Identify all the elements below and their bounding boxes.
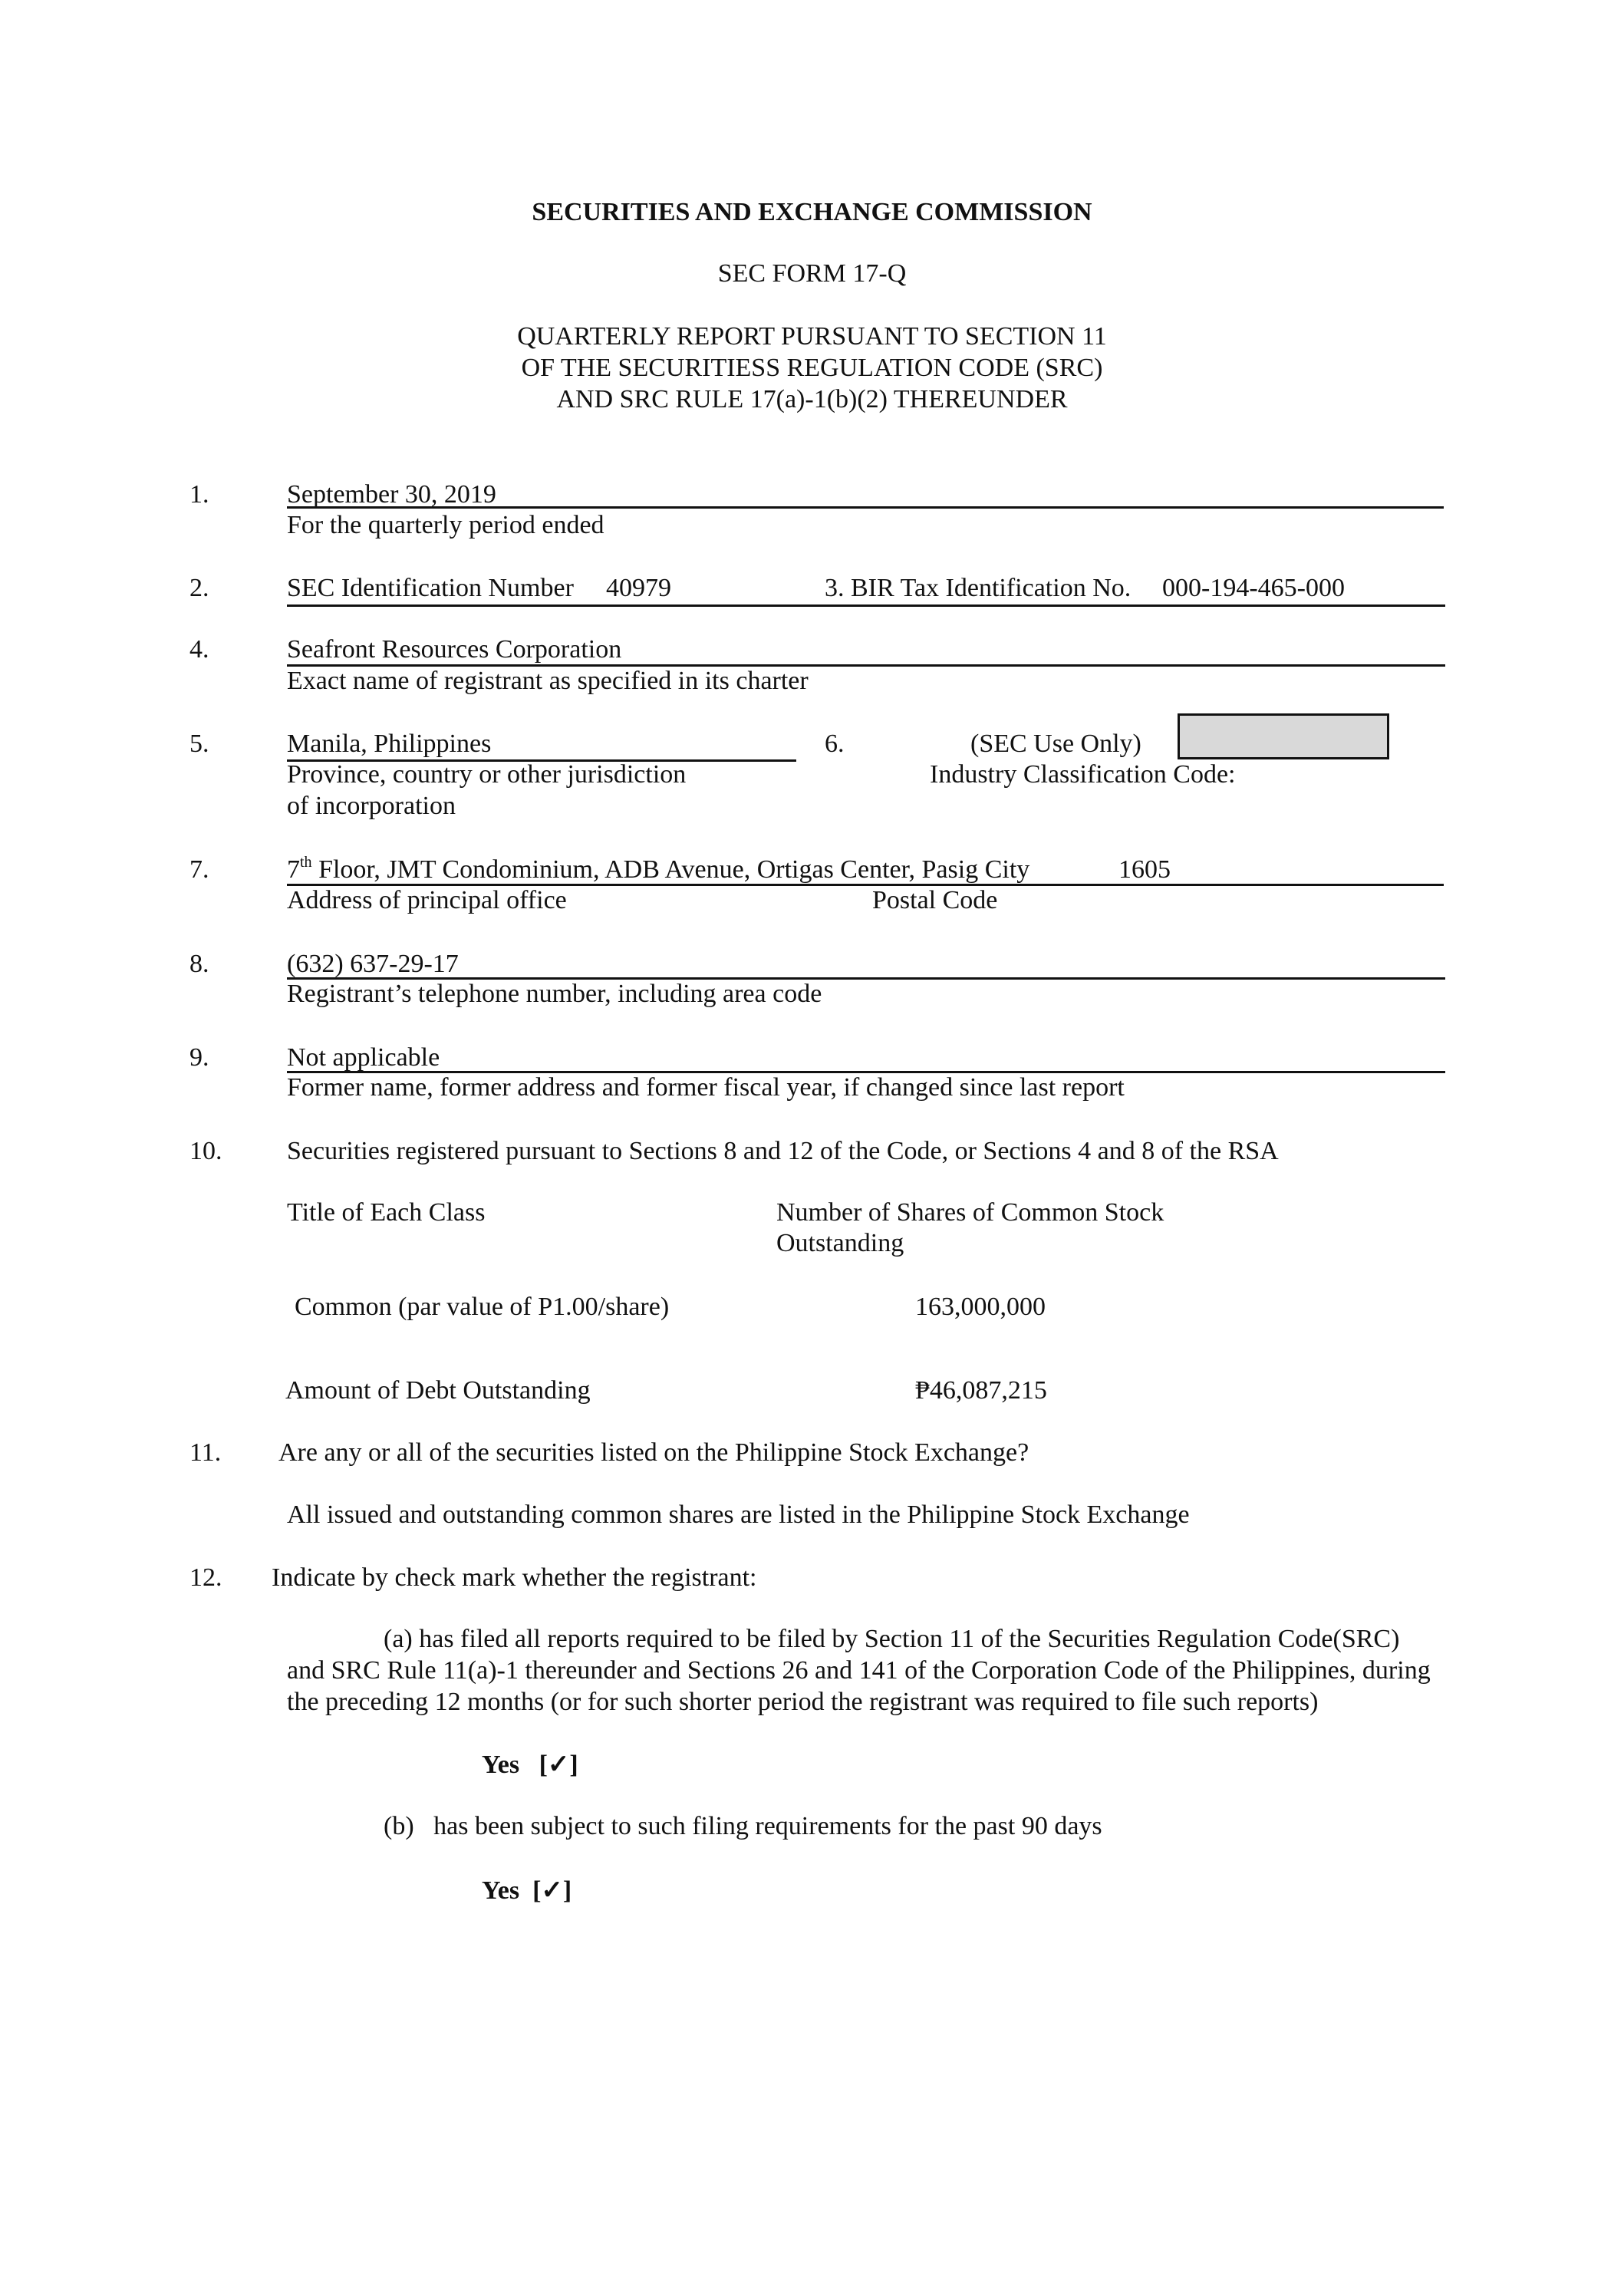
commission-title: SECURITIES AND EXCHANGE COMMISSION bbox=[532, 198, 1092, 226]
floor-number: 7 bbox=[287, 855, 300, 884]
item-11-number: 11. bbox=[189, 1438, 222, 1467]
shares-outstanding-header-line-1: Number of Shares of Common Stock bbox=[776, 1198, 1164, 1227]
sec-use-only-box bbox=[1178, 713, 1389, 759]
bir-tin-label: 3. BIR Tax Identification No. bbox=[825, 574, 1132, 602]
sec-id-value: 40979 bbox=[606, 574, 671, 602]
item-8-number: 8. bbox=[189, 950, 209, 978]
item-7-number: 7. bbox=[189, 855, 209, 884]
postal-code-value: 1605 bbox=[1118, 855, 1171, 884]
item-10-number: 10. bbox=[189, 1137, 222, 1165]
quarter-end-label: For the quarterly period ended bbox=[287, 511, 604, 539]
postal-code-label: Postal Code bbox=[872, 886, 998, 914]
floor-ordinal: th bbox=[300, 854, 312, 871]
quarter-end-underline bbox=[287, 506, 1444, 509]
clause-a-line-2: and SRC Rule 11(a)-1 thereunder and Sections 26 and 141 of the Corporation Code of the Philippines, during bbox=[287, 1656, 1431, 1685]
item-4-number: 4. bbox=[189, 635, 209, 664]
common-stock-label: Common (par value of P1.00/share) bbox=[295, 1293, 670, 1321]
jurisdiction-label-line-1: Province, country or other jurisdiction bbox=[287, 760, 687, 789]
report-title-line-1: QUARTERLY REPORT PURSUANT TO SECTION 11 bbox=[517, 322, 1107, 351]
registrant-name-value: Seafront Resources Corporation bbox=[287, 635, 622, 664]
telephone-label: Registrant’s telephone number, including area code bbox=[287, 980, 822, 1008]
debt-outstanding-value: ₱46,087,215 bbox=[915, 1376, 1047, 1405]
address-value bbox=[287, 854, 1030, 884]
pse-listing-answer: All issued and outstanding common shares are listed in the Philippine Stock Exchange bbox=[287, 1500, 1190, 1529]
industry-code-label: Industry Classification Code: bbox=[930, 760, 1236, 789]
shares-outstanding-header-line-2: Outstanding bbox=[776, 1229, 904, 1257]
item-2-number: 2. bbox=[189, 574, 209, 602]
clause-a-line-3: the preceding 12 months (or for such shorter period the registrant was required to file such reports) bbox=[287, 1688, 1319, 1716]
clause-b-text: (b) has been subject to such filing requirements for the past 90 days bbox=[384, 1812, 1102, 1840]
debt-outstanding-label: Amount of Debt Outstanding bbox=[285, 1376, 591, 1405]
pse-listing-question: Are any or all of the securities listed on the Philippine Stock Exchange? bbox=[278, 1438, 1029, 1467]
former-name-value: Not applicable bbox=[287, 1043, 440, 1072]
check-mark-instruction: Indicate by check mark whether the registrant: bbox=[272, 1563, 757, 1592]
registrant-name-label: Exact name of registrant as specified in its charter bbox=[287, 667, 809, 695]
sec-id-label: SEC Identification Number bbox=[287, 574, 574, 602]
securities-registered-text: Securities registered pursuant to Sections 8 and 12 of the Code, or Sections 4 and 8 of the RSA bbox=[287, 1137, 1279, 1165]
item-9-number: 9. bbox=[189, 1043, 209, 1072]
telephone-value: (632) 637-29-17 bbox=[287, 950, 459, 978]
clause-b-yes-checkbox: Yes [✓] bbox=[482, 1876, 572, 1905]
form-title: SEC FORM 17-Q bbox=[717, 259, 907, 288]
title-of-class-header: Title of Each Class bbox=[287, 1198, 486, 1227]
address-text: Floor, JMT Condominium, ADB Avenue, Ortigas Center, Pasig City bbox=[318, 855, 1030, 884]
jurisdiction-label-line-2: of incorporation bbox=[287, 792, 456, 820]
report-title-line-2: OF THE SECURITIESS REGULATION CODE (SRC) bbox=[521, 354, 1103, 382]
common-stock-value: 163,000,000 bbox=[915, 1293, 1046, 1321]
address-label: Address of principal office bbox=[287, 886, 567, 914]
report-title-line-3: AND SRC RULE 17(a)-1(b)(2) THEREUNDER bbox=[556, 385, 1068, 413]
item-1-number: 1. bbox=[189, 480, 209, 509]
clause-a-line-1: (a) has filed all reports required to be filed by Section 11 of the Securities Regulation Code(SRC) bbox=[384, 1625, 1400, 1653]
quarter-end-value: September 30, 2019 bbox=[287, 480, 496, 509]
jurisdiction-value: Manila, Philippines bbox=[287, 730, 492, 758]
item-6-number: 6. bbox=[825, 730, 845, 758]
item-5-number: 5. bbox=[189, 730, 209, 758]
item-12-number: 12. bbox=[189, 1563, 222, 1592]
clause-a-yes-checkbox: Yes [✓] bbox=[482, 1751, 578, 1779]
sec-use-only-label: (SEC Use Only) bbox=[970, 730, 1141, 758]
bir-tin-value: 000-194-465-000 bbox=[1162, 574, 1345, 602]
item-2-underline bbox=[287, 604, 1445, 607]
former-name-label: Former name, former address and former fiscal year, if changed since last report bbox=[287, 1073, 1125, 1102]
